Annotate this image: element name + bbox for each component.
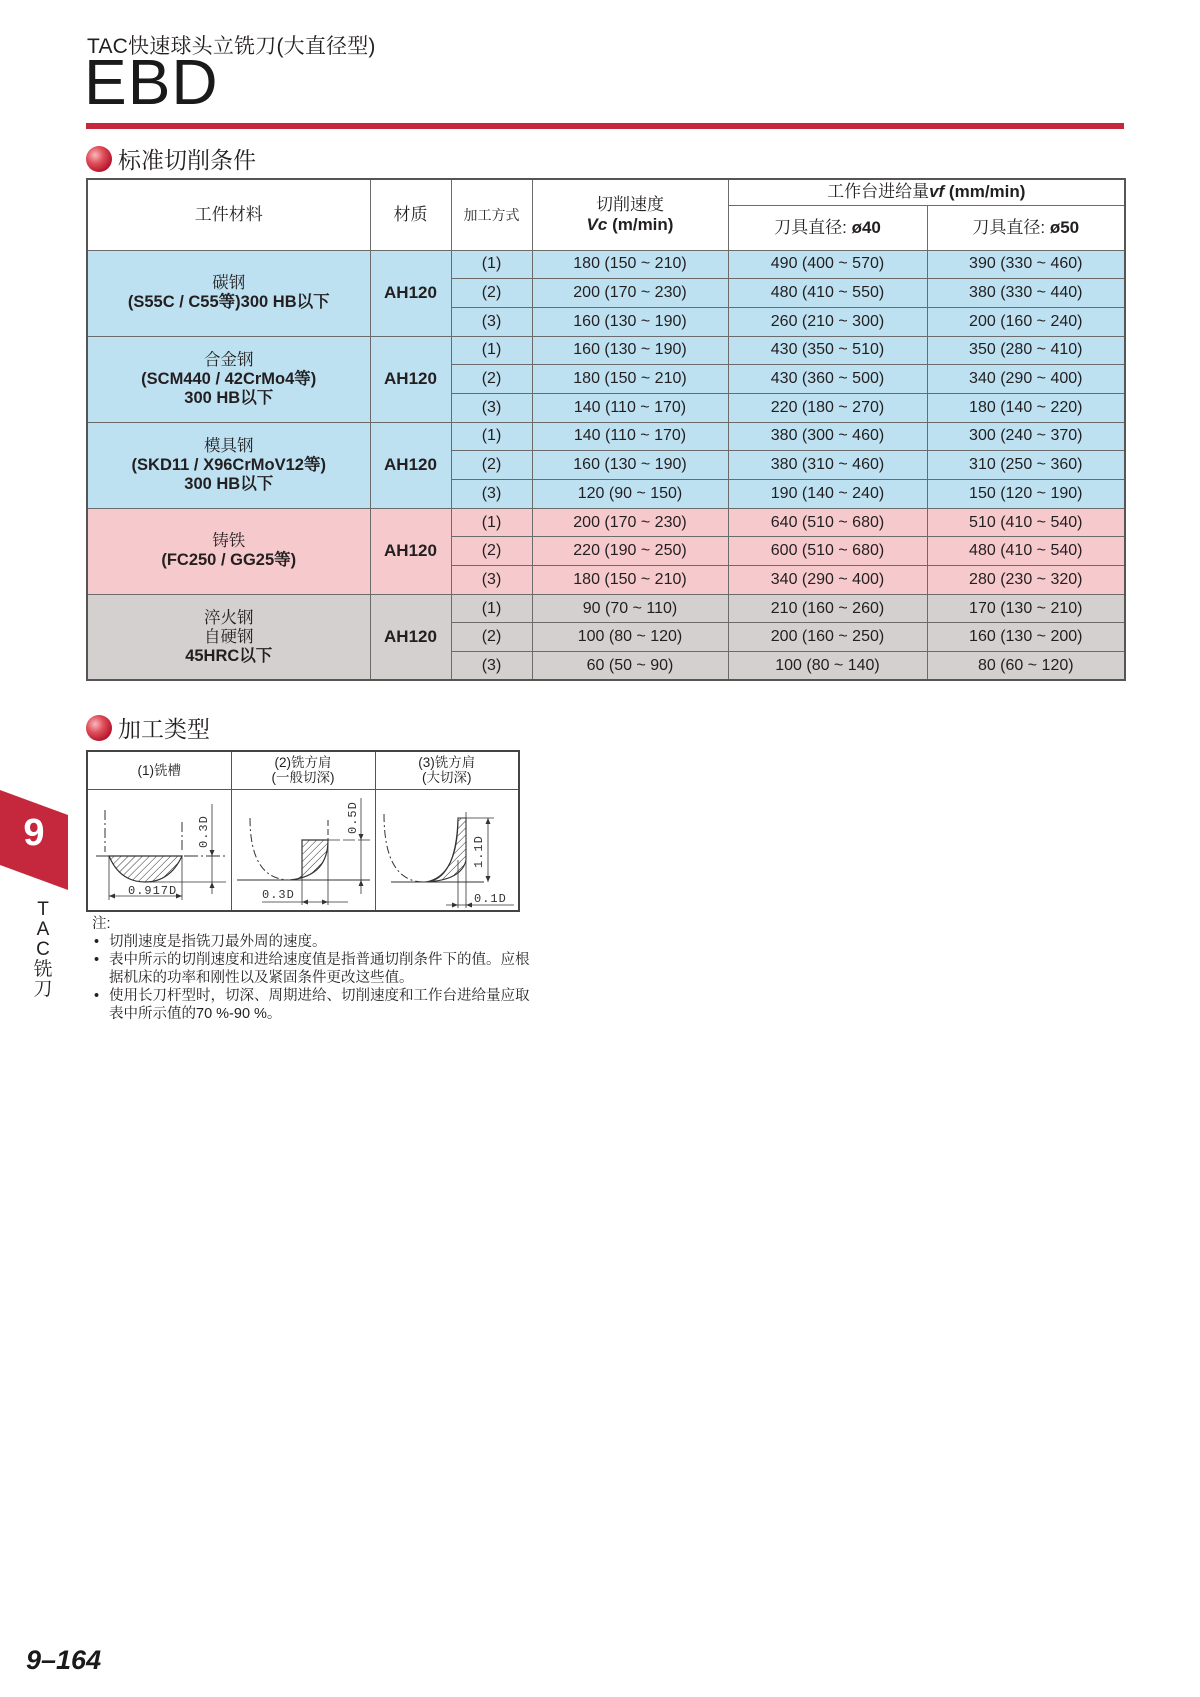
chapter-label-char: A [36,919,50,940]
vf40-cell: 380 (300 ~ 460) [728,422,927,451]
method-cell: (1) [451,594,532,623]
grade-cell: AH120 [370,250,451,336]
product-subtitle: TAC快速球头立铣刀(大直径型) [87,35,376,58]
shoulder-normal-diagram [231,789,375,911]
method-cell: (2) [451,365,532,394]
method-cell: (2) [451,279,532,308]
diameter-value: ø50 [1049,217,1080,237]
vf40-cell: 600 (510 ~ 680) [728,537,927,566]
grade-cell: AH120 [370,594,451,680]
table-row [87,594,1125,623]
method-cell: (2) [451,623,532,652]
vf50-cell: 80 (60 ~ 120) [927,652,1125,681]
section-heading-cutting-conditions [86,142,256,175]
notes-heading: 注: [92,916,111,932]
svg-text:0.1D: 0.1D [473,891,507,906]
material-spec: (SCM440 / 42CrMo4等) [141,369,317,388]
material-name-alt: 自硬钢 [204,627,254,646]
vc-cell: 140 (110 ~ 170) [532,393,728,422]
svg-text:0.917D: 0.917D [128,883,178,898]
vf40-cell: 430 (360 ~ 500) [728,365,927,394]
material-cell [87,508,370,594]
vf40-cell: 100 (80 ~ 140) [728,652,927,681]
material-cell [87,422,370,508]
process-label-line: (3)铣方肩 [418,755,476,771]
vf50-cell: 510 (410 ~ 540) [927,508,1125,537]
vf50-cell: 300 (240 ~ 370) [927,422,1125,451]
process-label-shoulder-deep [375,751,519,789]
header-grade: 材质 [370,179,451,250]
svg-text:0.5D: 0.5D [345,800,360,834]
vf40-cell: 480 (410 ~ 550) [728,279,927,308]
material-spec: (S55C / C55等)300 HB以下 [127,293,330,312]
vc-cell: 180 (150 ~ 210) [532,566,728,595]
method-cell: (2) [451,537,532,566]
vc-cell: 60 (50 ~ 90) [532,652,728,681]
grade-cell: AH120 [370,336,451,422]
material-spec: (SKD11 / X96CrMoV12等) [131,455,326,474]
vc-cell: 220 (190 ~ 250) [532,537,728,566]
header-table-feed [728,179,1125,205]
process-label-slotting [87,751,231,789]
vf50-cell: 380 (330 ~ 440) [927,279,1125,308]
vf40-cell: 430 (350 ~ 510) [728,336,927,365]
material-cell [87,336,370,422]
material-name: 铸铁 [212,532,246,551]
process-types-table [86,750,520,912]
vf50-cell: 390 (330 ~ 460) [927,250,1125,279]
red-ball-bullet-icon [86,715,112,741]
method-cell: (3) [451,307,532,336]
vf50-cell: 340 (290 ~ 400) [927,365,1125,394]
header-table-feed-label: 工作台进给量 [827,182,930,202]
table-row [87,422,1125,451]
method-cell: (3) [451,480,532,509]
vf-unit: (mm/min) [944,182,1026,202]
header-diameter-50 [927,205,1125,250]
material-name: 碳钢 [212,274,246,293]
process-label-line: (2)铣方肩 [274,755,332,771]
vf50-cell: 280 (230 ~ 320) [927,566,1125,595]
grade-cell: AH120 [370,422,451,508]
red-ball-bullet-icon [86,146,112,172]
table-row [87,336,1125,365]
chapter-number: 9 [23,812,45,854]
material-name: 合金钢 [204,350,254,369]
process-label-line: (一般切深) [271,770,335,786]
vf40-cell: 220 (180 ~ 270) [728,393,927,422]
table-row [87,508,1125,537]
note-item: • 表中所示的切削速度和进给速度值是指普通切削条件下的值。应根据机床的功率和刚性以及紧固条件更改这些值。 [92,951,532,987]
section-heading-process-types [86,711,210,744]
vf50-cell: 160 (130 ~ 200) [927,623,1125,652]
header-divider [86,123,1124,129]
method-cell: (3) [451,652,532,681]
header-diameter-40 [728,205,927,250]
slotting-diagram-icon [88,790,230,910]
svg-text:1.1D: 1.1D [471,834,486,868]
method-cell: (1) [451,336,532,365]
section-title: 标准切削条件 [118,147,256,173]
vf50-cell: 170 (130 ~ 210) [927,594,1125,623]
grade-cell: AH120 [370,508,451,594]
method-cell: (3) [451,393,532,422]
slotting-diagram [87,789,231,911]
method-cell: (1) [451,250,532,279]
product-title: EBD [84,46,219,118]
vc-cell: 200 (170 ~ 230) [532,508,728,537]
table-row [87,250,1125,279]
material-name: 模具钢 [204,436,254,455]
svg-text:0.3D: 0.3D [197,814,211,848]
vc-cell: 160 (130 ~ 190) [532,307,728,336]
chapter-label [30,900,56,1000]
header-cutting-speed [532,179,728,250]
vc-cell: 160 (130 ~ 190) [532,451,728,480]
vc-cell: 180 (150 ~ 210) [532,365,728,394]
process-label-line: (大切深) [422,770,472,786]
material-cell [87,594,370,680]
process-label-line: (1)铣槽 [137,762,181,778]
vc-cell: 120 (90 ~ 150) [532,480,728,509]
vf40-cell: 260 (210 ~ 300) [728,307,927,336]
vf40-cell: 210 (160 ~ 260) [728,594,927,623]
vc-cell: 140 (110 ~ 170) [532,422,728,451]
vf40-cell: 340 (290 ~ 400) [728,566,927,595]
header-workpiece: 工件材料 [87,179,370,250]
vf40-cell: 490 (400 ~ 570) [728,250,927,279]
method-cell: (3) [451,566,532,595]
chapter-label-char: 刀 [33,979,53,1000]
material-spec: (FC250 / GG25等) [161,551,297,570]
diameter-value: ø40 [851,217,881,237]
vf40-cell: 380 (310 ~ 460) [728,451,927,480]
vf50-cell: 180 (140 ~ 220) [927,393,1125,422]
vf40-cell: 190 (140 ~ 240) [728,480,927,509]
shoulder-normal-diagram-icon [232,790,374,910]
material-cell [87,250,370,336]
vc-cell: 200 (170 ~ 230) [532,279,728,308]
chapter-label-char: 铣 [33,959,53,980]
method-cell: (1) [451,422,532,451]
material-name: 淬火钢 [204,608,254,627]
header-cutting-speed-label: 切削速度 [596,194,664,214]
material-hardness: 45HRC以下 [185,646,273,665]
vf50-cell: 480 (410 ~ 540) [927,537,1125,566]
page-number: 9–164 [26,1645,102,1675]
vf50-cell: 150 (120 ~ 190) [927,480,1125,509]
header-method: 加工方式 [451,179,532,250]
cutting-conditions-table [86,178,1126,681]
svg-text:0.3D: 0.3D [261,887,295,902]
method-cell: (1) [451,508,532,537]
chapter-label-char: T [37,899,49,920]
vc-cell: 90 (70 ~ 110) [532,594,728,623]
shoulder-deep-diagram [375,789,519,911]
vf-symbol: vf [929,182,945,202]
vc-unit: (m/min) [607,214,674,234]
diameter-label: 刀具直径: [972,217,1050,237]
shoulder-deep-diagram-icon [376,790,518,910]
vf50-cell: 310 (250 ~ 360) [927,451,1125,480]
material-hardness: 300 HB以下 [184,388,274,407]
diameter-label: 刀具直径: [774,217,852,237]
vc-symbol: Vc [586,214,608,234]
vc-cell: 180 (150 ~ 210) [532,250,728,279]
vf50-cell: 350 (280 ~ 410) [927,336,1125,365]
vc-cell: 100 (80 ~ 120) [532,623,728,652]
vf50-cell: 200 (160 ~ 240) [927,307,1125,336]
vc-cell: 160 (130 ~ 190) [532,336,728,365]
note-item: • 切削速度是指铣刀最外周的速度。 [92,933,532,951]
note-item: • 使用长刀杆型时，切深、周期进给、切削速度和工作台进给量应取表中所示值的70 %-90 %。 [92,987,532,1023]
process-label-shoulder-normal [231,751,375,789]
vf40-cell: 200 (160 ~ 250) [728,623,927,652]
method-cell: (2) [451,451,532,480]
notes [92,915,532,1023]
section-title: 加工类型 [118,716,210,742]
vf40-cell: 640 (510 ~ 680) [728,508,927,537]
chapter-label-char: C [36,939,50,960]
material-hardness: 300 HB以下 [184,474,274,493]
